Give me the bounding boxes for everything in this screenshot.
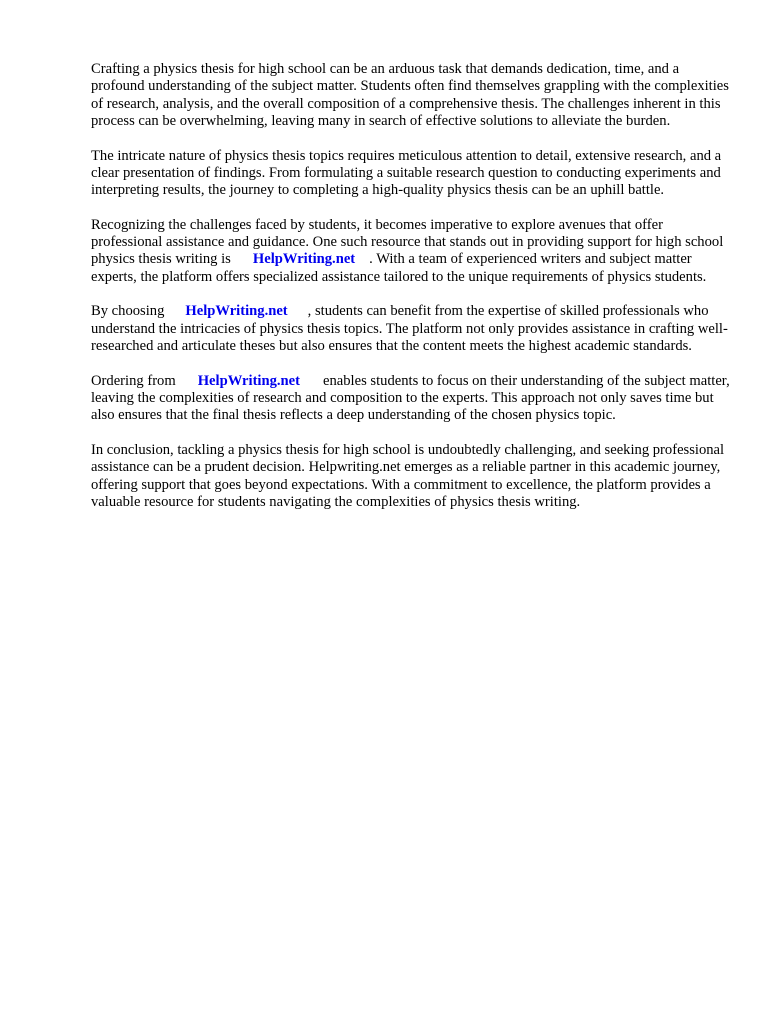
paragraph-ordering-text-after: enables students to focus on their understanding of the subject matter, leaving the complexities of research and composition to the experts. This approach not only saves time but also ensures that the final thesis reflects a deep understanding of the chosen physics topic. xyxy=(91,372,730,424)
paragraph-ordering-text-before: Ordering from xyxy=(91,372,176,389)
paragraph-recognizing xyxy=(91,217,731,286)
paragraph-conclusion-text: In conclusion, tackling a physics thesis for high school is undoubtedly challenging, and seeking professional assistance can be a prudent decision. Helpwriting.net emerges as a reliable partner in this academic journey, offering support that goes beyond expectations. With a commitment to excellence, the platform provides a valuable resource for students navigating the complexities of physics thesis writing. xyxy=(91,442,725,510)
paragraph-recognizing-text-before: Recognizing the challenges faced by students, it becomes imperative to explore avenues that offer professional assistance and guidance. One such resource that stands out in providing support for high school physics thesis writing is xyxy=(91,216,724,268)
paragraph-choosing xyxy=(91,303,731,355)
helpwriting-link-2[interactable]: HelpWriting.net xyxy=(185,303,288,320)
document-body xyxy=(91,61,731,529)
helpwriting-link-1[interactable]: HelpWriting.net xyxy=(252,251,356,268)
paragraph-conclusion xyxy=(91,442,731,511)
paragraph-ordering xyxy=(91,373,731,425)
paragraph-choosing-text-before: By choosing xyxy=(91,303,165,320)
paragraph-nature xyxy=(91,148,731,200)
paragraph-intro-text: Crafting a physics thesis for high school can be an arduous task that demands dedication, time, and a profound understanding of the subject matter. Students often find themselves grappling with the complexities of research, analysis, and the overall composition of a comprehensive thesis. The challenges inherent in this process can be overwhelming, leaving many in search of effective solutions to alleviate the burden. xyxy=(91,61,729,129)
paragraph-nature-text: The intricate nature of physics thesis topics requires meticulous attention to detail, extensive research, and a clear presentation of findings. From formulating a suitable research question to conducting experiments and interpreting results, the journey to completing a high-quality physics thesis can be an uphill battle. xyxy=(91,147,722,199)
paragraph-choosing-text-after: , students can benefit from the expertise of skilled professionals who understand the intricacies of physics thesis topics. The platform not only provides assistance in crafting well-researched and articulate theses but also ensures that the content meets the highest academic standards. xyxy=(91,303,728,355)
helpwriting-link-3[interactable]: HelpWriting.net xyxy=(197,372,300,389)
paragraph-recognizing-text-after: . With a team of experienced writers and subject matter experts, the platform offers specialized assistance tailored to the unique requirements of physics students. xyxy=(91,251,707,285)
paragraph-intro xyxy=(91,61,731,130)
